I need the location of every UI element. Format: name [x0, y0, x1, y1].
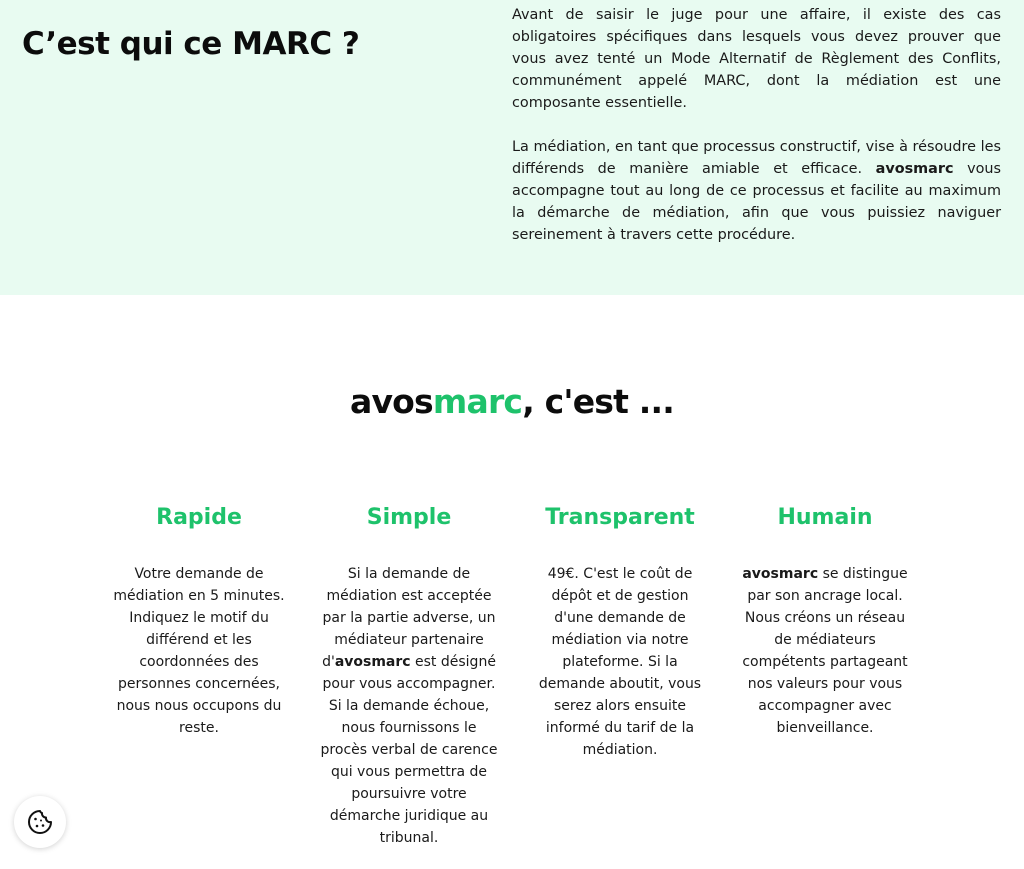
hero-paragraph-2-text: vous accompagne tout au long de ce processus et facilite au maximum la démarche de médiation, afin que vous puissiez naviguer sereinement à travers cette procédure. [512, 161, 1002, 243]
feature-description [320, 563, 498, 849]
brand-title-suffix: , c'est ... [522, 382, 674, 421]
cookie-icon [26, 808, 54, 836]
feature-title: Rapide [156, 505, 242, 530]
page-title: C’est qui ce MARC ? [22, 26, 360, 62]
hero-description [512, 4, 1001, 268]
feature-title: Simple [366, 505, 452, 530]
feature-transparent [531, 503, 709, 761]
brand-section-title [0, 382, 1024, 421]
feature-description: 49€. C'est le coût de dépôt et de gestion d'une demande de médiation via notre plateforme. Si la demande aboutit, vous serez alors ensuite informé du tarif de la médiation. [538, 566, 702, 758]
feature-description-text: se distingue par son ancrage local. Nous créons un réseau de médiateurs compétents partageant nos valeurs pour vous accompagner avec bienveillance. [742, 566, 908, 736]
brand-name: avosmarc [334, 654, 411, 670]
brand-title-prefix: avos [350, 382, 433, 421]
hero-paragraph-2-text: La médiation, en tant que processus constructif, vise à résoudre les différends de manière amiable et efficace. [512, 139, 1001, 177]
feature-description [735, 563, 915, 739]
feature-title: Transparent [545, 505, 695, 530]
feature-title: Humain [777, 505, 873, 530]
feature-description-text: Si la demande de médiation est acceptée par la partie adverse, un médiateur partenaire d' [322, 566, 496, 670]
cookie-settings-button[interactable] [14, 796, 66, 848]
brand-name: avosmarc [875, 161, 954, 177]
feature-description-text: est désigné pour vous accompagner. Si la demande échoue, nous fournissons le procès verbal de carence qui vous permettra de poursuivre votre démarche juridique au tribunal. [320, 654, 498, 846]
feature-description: Votre demande de médiation en 5 minutes. Indiquez le motif du différend et les coordonnées des personnes concernées, nous nous occupons du reste. [113, 566, 285, 736]
hero-paragraph-1: Avant de saisir le juge pour une affaire, il existe des cas obligatoires spécifiques dans lesquels vous devez prouver que vous avez tenté un Mode Alternatif de Règlement des Conflits, communément appelé MARC, dont la médiation est une composante essentielle. [512, 7, 1001, 111]
feature-simple [320, 503, 498, 849]
hero-paragraph-2 [512, 136, 1001, 246]
features-section [0, 503, 1024, 869]
brand-title-highlight: marc [432, 382, 523, 421]
feature-humain [735, 503, 915, 739]
feature-rapide [109, 503, 289, 739]
brand-name: avosmarc [742, 566, 819, 582]
hero-section [0, 0, 1024, 295]
